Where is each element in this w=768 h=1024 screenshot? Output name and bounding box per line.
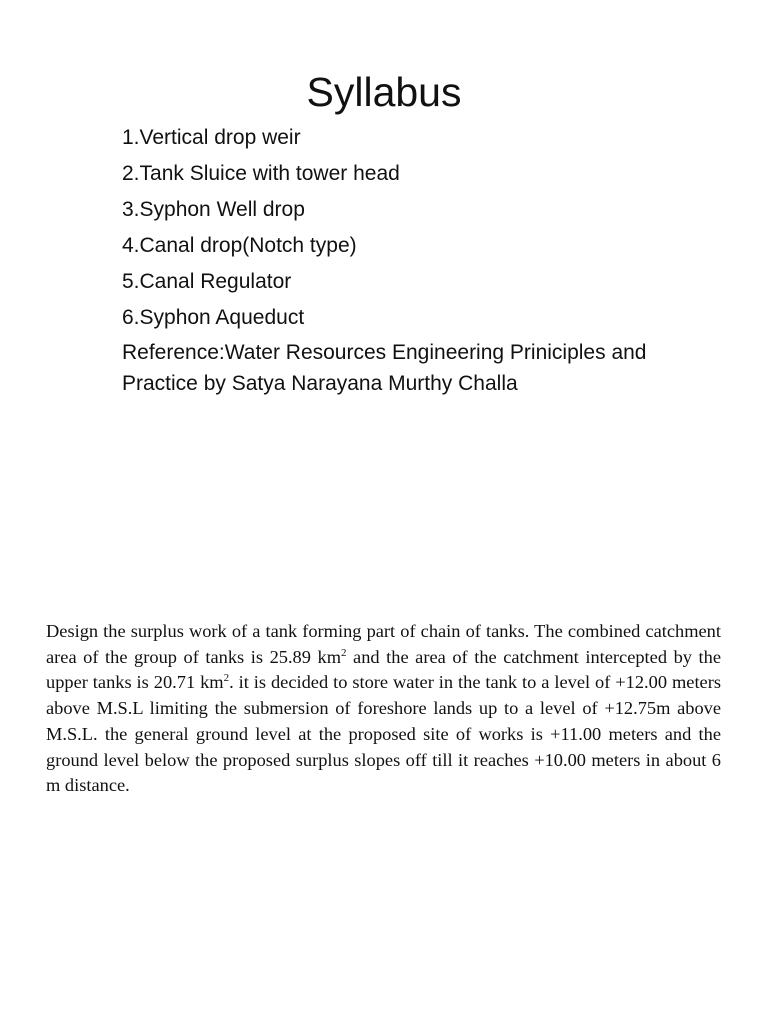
syllabus-list: [122, 120, 682, 336]
list-item: 1.Vertical drop weir: [122, 126, 301, 149]
list-item: 6.Syphon Aqueduct: [122, 306, 305, 329]
problem-text-part-3: . it is decided to store water in the tank to a level of +12.00 meters above M.S.L limiting the submersion of foreshore lands up to a level of +12.75m above M.S.L. the general ground level at the proposed site of works is +11.00 meters and the ground level below the proposed surplus slopes off till it reaches +10.00 meters in about 6 m distance.: [46, 672, 721, 796]
list-item: 5.Canal Regulator: [122, 270, 292, 293]
superscript-squared: 2: [341, 646, 347, 659]
superscript-squared: 2: [223, 672, 230, 685]
problem-statement: [46, 619, 721, 799]
problem-text-part-1: Design the surplus work of a tank forming part of chain of tanks. The combined catchment area of the group of tanks is 25.89 km: [46, 621, 721, 667]
list-item: 3.Syphon Well drop: [122, 198, 305, 221]
problem-text-part-2: and the area of the catchment intercepted by the upper tanks is 20.71 km: [46, 646, 721, 693]
list-item: 4.Canal drop(Notch type): [122, 234, 357, 257]
list-item: 2.Tank Sluice with tower head: [122, 162, 400, 185]
reference-text: Reference:Water Resources Engineering Priniciples and Practice by Satya Narayana Murthy Challa: [122, 341, 647, 395]
page-title: Syllabus: [306, 69, 462, 115]
